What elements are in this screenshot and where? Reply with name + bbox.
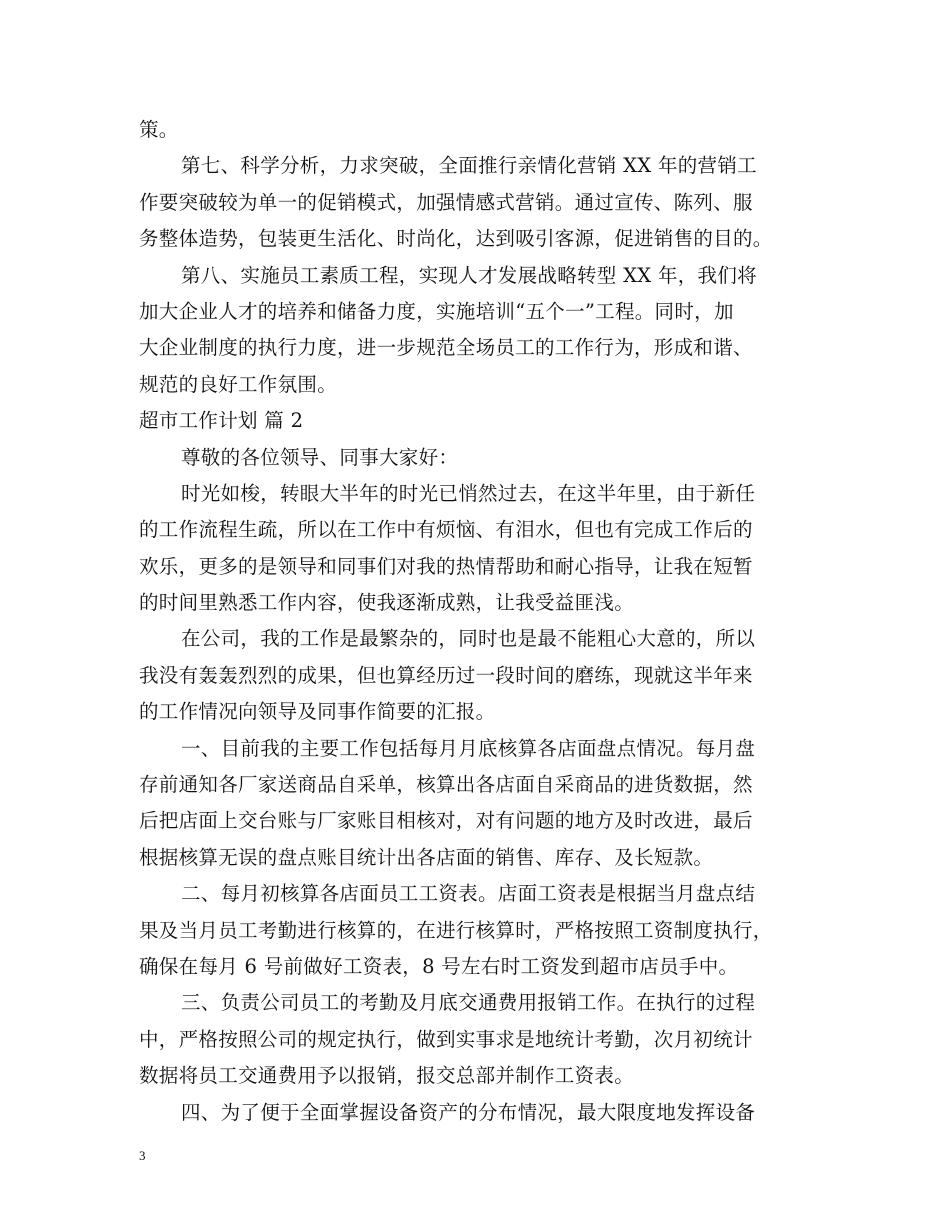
paragraph-line: 数据将员工交通费用予以报销，报交总部并制作工资表。 [139,1064,635,1088]
paragraph-line: 后把店面上交台账与厂家账目相核对，对有问题的地方及时改进，最后 [139,809,753,833]
paragraph-line: 的时间里熟悉工作内容，使我逐渐成熟，让我受益匪浅。 [139,591,635,615]
paragraph-line: 四、为了便于全面掌握设备资产的分布情况，最大限度地发挥设备 [181,1100,756,1124]
paragraph-line: 二、每月初核算各店面员工工资表。店面工资表是根据当月盘点结 [181,882,756,906]
paragraph-line: 的工作情况向领导及同事作简要的汇报。 [139,700,496,724]
page-number: 3 [139,1148,146,1163]
paragraph-line: 中，严格按照公司的规定执行，做到实事求是地统计考勤，次月初统计 [139,1027,753,1051]
paragraph-line: 务整体造势，包装更生活化、时尚化，达到吸引客源，促进销售的目的。 [139,227,773,251]
paragraph-line: 存前通知各厂家送商品自采单，核算出各店面自采商品的进货数据，然 [139,773,753,797]
paragraph-line: 在公司，我的工作是最繁杂的，同时也是最不能粗心大意的，所以 [181,627,756,651]
paragraph-line: 的工作流程生疏，所以在工作中有烦恼、有泪水，但也有完成工作后的 [139,518,753,542]
paragraph-line: 时光如梭，转眼大半年的时光已悄然过去，在这半年里，由于新任 [181,481,756,505]
document-body [139,112,811,1131]
paragraph-line: 一、目前我的主要工作包括每月月底核算各店面盘点情况。每月盘 [181,736,756,760]
paragraph-line: 策。 [139,118,179,141]
paragraph-line: 我没有轰轰烈烈的成果，但也算经历过一段时间的磨练，现就这半年来 [139,663,753,687]
paragraph-line: 作要突破较为单一的促销模式，加强情感式营销。通过宣传、陈列、服 [139,190,753,214]
paragraph-line: 根据核算无误的盘点账目统计出各店面的销售、库存、及长短款。 [139,845,714,869]
section-heading: 超市工作计划 篇 2 [139,409,304,433]
paragraph-line: 果及当月员工考勤进行核算的，在进行核算时，严格按照工资制度执行， [139,918,773,942]
paragraph-line: 大企业制度的执行力度，进一步规范全场员工的工作行为，形成和谐、 [139,336,753,360]
paragraph-line: 第八、实施员工素质工程，实现人才发展战略转型 XX 年，我们将 [181,263,757,287]
paragraph-line: 三、负责公司员工的考勤及月底交通费用报销工作。在执行的过程 [181,991,756,1015]
paragraph-line: 规范的良好工作氛围。 [139,372,338,396]
paragraph-line: 第七、科学分析，力求突破，全面推行亲情化营销 XX 年的营销工 [181,154,757,178]
paragraph-line: 尊敬的各位领导、同事大家好： [181,445,459,469]
paragraph-line: 加大企业人才的培养和储备力度，实施培训“五个一”工程。同时，加 [139,299,734,323]
paragraph-line: 欢乐，更多的是领导和同事们对我的热情帮助和耐心指导，让我在短暂 [139,554,753,578]
paragraph-line: 确保在每月 6 号前做好工资表，8 号左右时工资发到超市店员手中。 [139,954,739,978]
